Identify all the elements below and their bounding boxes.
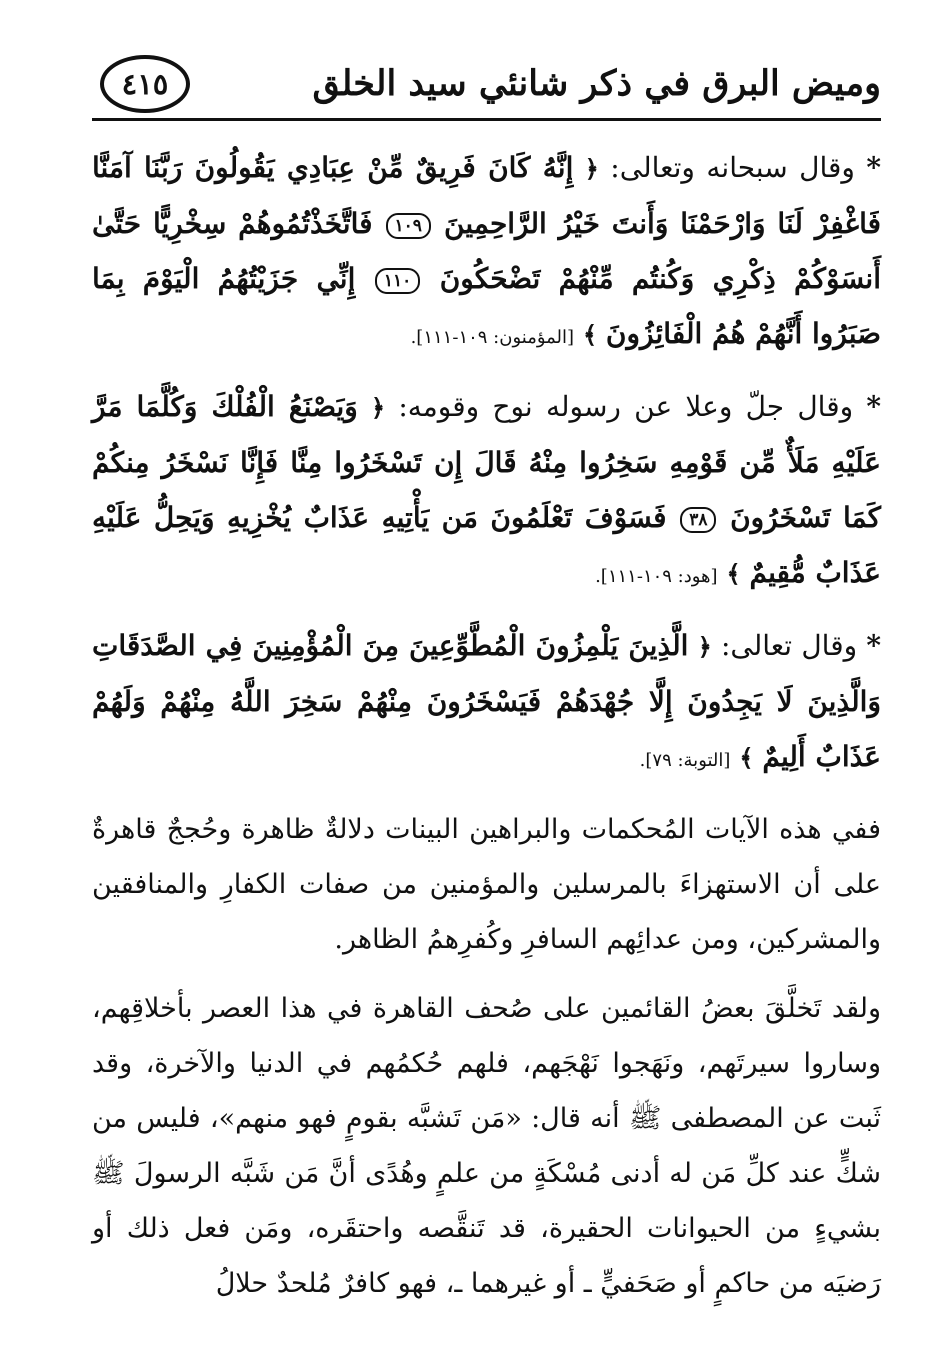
quran-text: فَاتَّخَذْتُمُوهُمْ سِخْرِيًّا حَتَّىٰ أَنسَوْكُمْ ذِكْرِي وَكُنتُم مِّنْهُمْ تَضْحَكُونَ [92, 207, 882, 295]
verse-reference: [هود: ١٠٩-١١١]. [595, 566, 718, 587]
quran-text: الَّذِينَ يَلْمِزُونَ الْمُطَّوِّعِينَ مِنَ الْمُؤْمِنِينَ فِي الصَّدَقَاتِ وَالَّذِينَ لَا يَجِدُونَ إِلَّا جُهْدَهُمْ فَيَسْخَرُونَ مِنْهُمْ سَخِرَ اللَّهُ مِنْهُمْ وَلَهُمْ عَذَابٌ أَلِيمٌ [92, 629, 881, 773]
header-divider [92, 118, 881, 121]
verse-block-3 [92, 618, 881, 788]
page-number-badge [100, 55, 190, 113]
ayah-number: ١٠٩ [386, 213, 431, 239]
quran-close-bracket: ﴾ [739, 743, 754, 772]
verse-reference: [التوبة: ٧٩]. [639, 750, 731, 771]
verse-block-1 [92, 140, 881, 365]
page-header [92, 55, 881, 117]
bullet-star: * [866, 629, 881, 662]
ayah-number: ٣٨ [680, 507, 716, 533]
quran-close-bracket: ﴾ [726, 559, 741, 588]
page-number: ٤١٥ [121, 67, 169, 101]
quran-open-bracket: ﴿ [697, 632, 712, 661]
book-title: وميض البرق في ذكر شانئي سيد الخلق [312, 63, 881, 104]
verse-intro: وقال سبحانه وتعالى: [610, 151, 855, 184]
verse-intro: وقال جلّ وعلا عن رسوله نوح وقومه: [398, 390, 854, 423]
bullet-star: * [866, 390, 881, 423]
commentary-paragraph: ولقد تَخلَّقَ بعضُ القائمين على صُحف القاهرة في هذا العصر بأخلاقِهم، وساروا سيرتَهم، ونَهَجوا نَهْجَهم، فلهم حُكمُهم في الدنيا والآخرة، وقد ثَبت عن المصطفى ﷺ أنه قال: «مَن تَشبَّه بقومٍ فهو منهم»، فليس من شكٍّ عند كلِّ مَن له أدنى مُسْكَةٍ من علمٍ وهُدًى أنَّ مَن شَبَّه الرسولَ ﷺ بشيءٍ من الحيوانات الحقيرة، قد تَنقَّصه واحتقَره، ومَن فعل ذلك أو رَضيَه من حاكمٍ أو صَحَفيٍّ ـ أو غيرهما ـ، فهو كافرٌ مُلحدٌ حلالُ [92, 993, 881, 1299]
quran-text: فَسَوْفَ تَعْلَمُونَ مَن يَأْتِيهِ عَذَابٌ يُخْزِيهِ وَيَحِلُّ عَلَيْهِ عَذَابٌ مُّقِيمٌ [92, 501, 881, 589]
quran-open-bracket: ﴿ [371, 393, 386, 422]
quran-text: إِنَّهُ كَانَ فَرِيقٌ مِّنْ عِبَادِي يَقُولُونَ رَبَّنَا آمَنَّا فَاغْفِرْ لَنَا وَارْحَمْنَا وَأَنتَ خَيْرُ الرَّاحِمِينَ [92, 151, 881, 240]
commentary-paragraph: ففي هذه الآيات المُحكمات والبراهين البينات دلالةٌ ظاهرة وحُججٌ قاهرةٌ على أن الاستهزاءَ بالمرسلين والمؤمنين من صفات الكفارِ والمنافقين والمشركين، ومن عدائِهم السافرِ وكُفرِهمُ الظاهر. [92, 814, 881, 955]
verse-block-2 [92, 379, 881, 604]
quran-text: وَيَصْنَعُ الْفُلْكَ وَكُلَّمَا مَرَّ عَلَيْهِ مَلَأٌ مِّن قَوْمِهِ سَخِرُوا مِنْهُ قَالَ إِن تَسْخَرُوا مِنَّا فَإِنَّا نَسْخَرُ مِنكُمْ كَمَا تَسْخَرُونَ [92, 390, 881, 534]
bullet-star: * [866, 151, 882, 184]
quran-text: إِنِّي جَزَيْتُهُمُ الْيَوْمَ بِمَا صَبَرُوا أَنَّهُمْ هُمُ الْفَائِزُونَ [92, 262, 881, 350]
quran-open-bracket: ﴿ [584, 154, 599, 183]
ayah-number: ١١٠ [375, 268, 420, 294]
page-body [92, 140, 881, 1311]
verse-intro: وقال تعالى: [720, 629, 858, 662]
quran-close-bracket: ﴾ [582, 320, 598, 349]
verse-reference: [المؤمنون: ١٠٩-١١١]. [410, 327, 575, 348]
